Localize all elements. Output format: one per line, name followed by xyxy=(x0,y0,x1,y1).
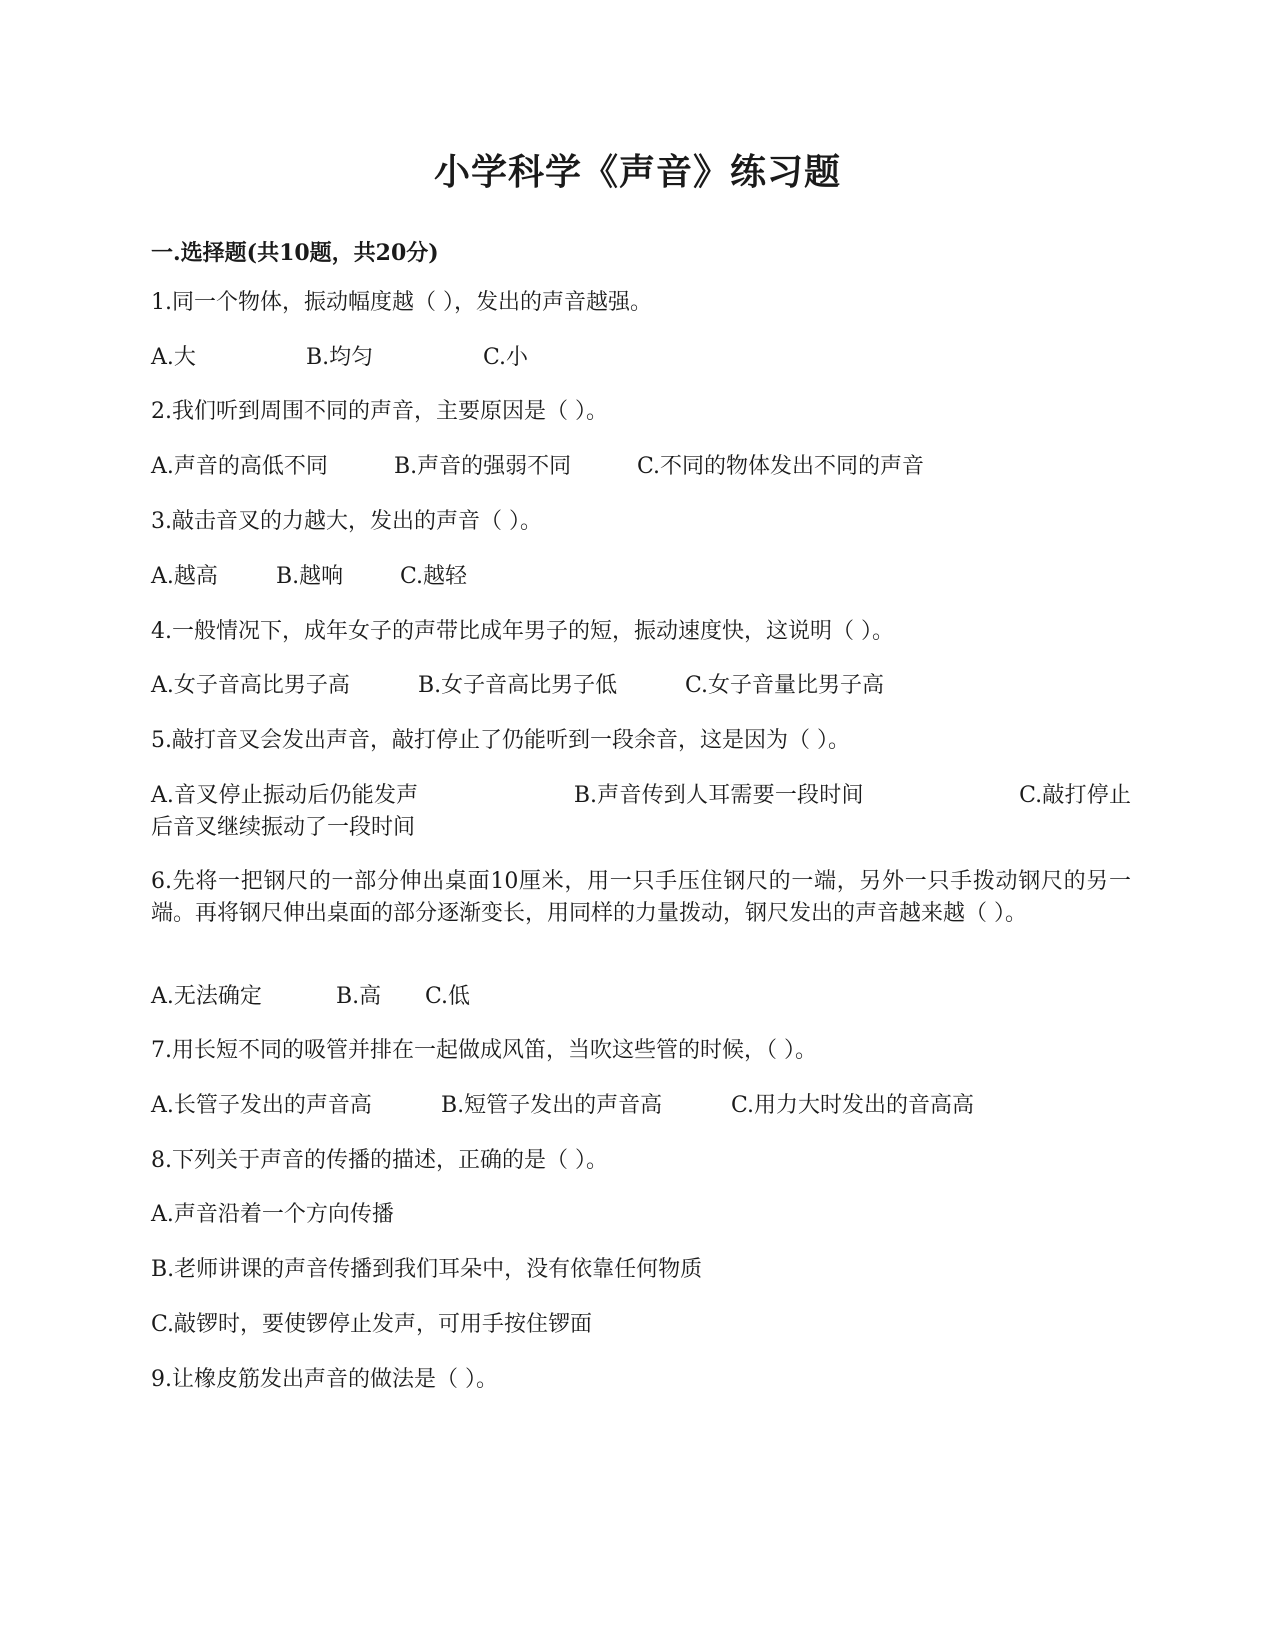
question-3-stem: 3.敲击音叉的力越大，发出的声音（ ）。 xyxy=(151,509,542,534)
option-b: B.女子音高比男子低 xyxy=(418,673,618,698)
option-c: C.低 xyxy=(425,984,471,1009)
question-9-stem: 9.让橡皮筋发出声音的做法是（ ）。 xyxy=(151,1367,498,1392)
question-8-option-a: A.声音沿着一个方向传播 xyxy=(151,1202,394,1227)
option-b: B.均匀 xyxy=(306,345,374,370)
question-3-options xyxy=(151,562,467,592)
question-6-options xyxy=(151,982,470,1012)
question-1-options xyxy=(151,343,528,373)
question-6-stem: 6.先将一把钢尺的一部分伸出桌面10厘米，用一只手压住钢尺的一端，另外一只手拨动钢尺的另一端。再将钢尺伸出桌面的部分逐渐变长，用同样的力量拨动，钢尺发出的声音越来越（ ）。 xyxy=(151,869,1131,926)
option-b: B.声音的强弱不同 xyxy=(394,454,572,479)
question-2-options xyxy=(151,452,924,482)
question-7-stem: 7.用长短不同的吸管并排在一起做成风笛，当吹这些管的时候，（ ）。 xyxy=(151,1038,817,1063)
question-4-stem: 4.一般情况下，成年女子的声带比成年男子的短，振动速度快，这说明（ ）。 xyxy=(151,619,894,644)
option-a: A.长管子发出的声音高 xyxy=(151,1093,372,1118)
option-b: B.越响 xyxy=(276,564,344,589)
option-c: C.小 xyxy=(483,345,529,370)
question-5-stem: 5.敲打音叉会发出声音，敲打停止了仍能听到一段余音，这是因为（ ）。 xyxy=(151,728,850,753)
option-a: A.大 xyxy=(151,345,196,370)
option-a: A.声音的高低不同 xyxy=(151,454,328,479)
option-c: C.用力大时发出的音高高 xyxy=(731,1093,975,1118)
option-b: B.短管子发出的声音高 xyxy=(441,1093,663,1118)
question-5-options: A.音叉停止振动后仍能发声 B.声音传到人耳需要一段时间 C.敲打停止后音叉继续振动了一段时间 xyxy=(151,783,1131,840)
option-c: C.越轻 xyxy=(400,564,468,589)
question-8-option-b: B.老师讲课的声音传播到我们耳朵中，没有依靠任何物质 xyxy=(151,1257,703,1282)
question-1-stem: 1.同一个物体，振动幅度越（ ），发出的声音越强。 xyxy=(151,290,652,315)
page-title: 小学科学《声音》练习题 xyxy=(433,151,841,193)
question-2-stem: 2.我们听到周围不同的声音，主要原因是（ ）。 xyxy=(151,399,608,424)
question-8-stem: 8.下列关于声音的传播的描述，正确的是（ ）。 xyxy=(151,1148,608,1173)
option-c: C.女子音量比男子高 xyxy=(685,673,885,698)
option-a: A.无法确定 xyxy=(151,984,262,1009)
option-b: B.高 xyxy=(336,984,382,1009)
section-heading: 一.选择题(共10题，共20分) xyxy=(151,240,439,266)
option-a: A.女子音高比男子高 xyxy=(151,673,350,698)
question-4-options xyxy=(151,671,884,701)
question-7-options xyxy=(151,1091,974,1121)
option-c: C.不同的物体发出不同的声音 xyxy=(637,454,925,479)
option-a: A.越高 xyxy=(151,564,218,589)
question-8-option-c: C.敲锣时，要使锣停止发声，可用手按住锣面 xyxy=(151,1312,593,1337)
